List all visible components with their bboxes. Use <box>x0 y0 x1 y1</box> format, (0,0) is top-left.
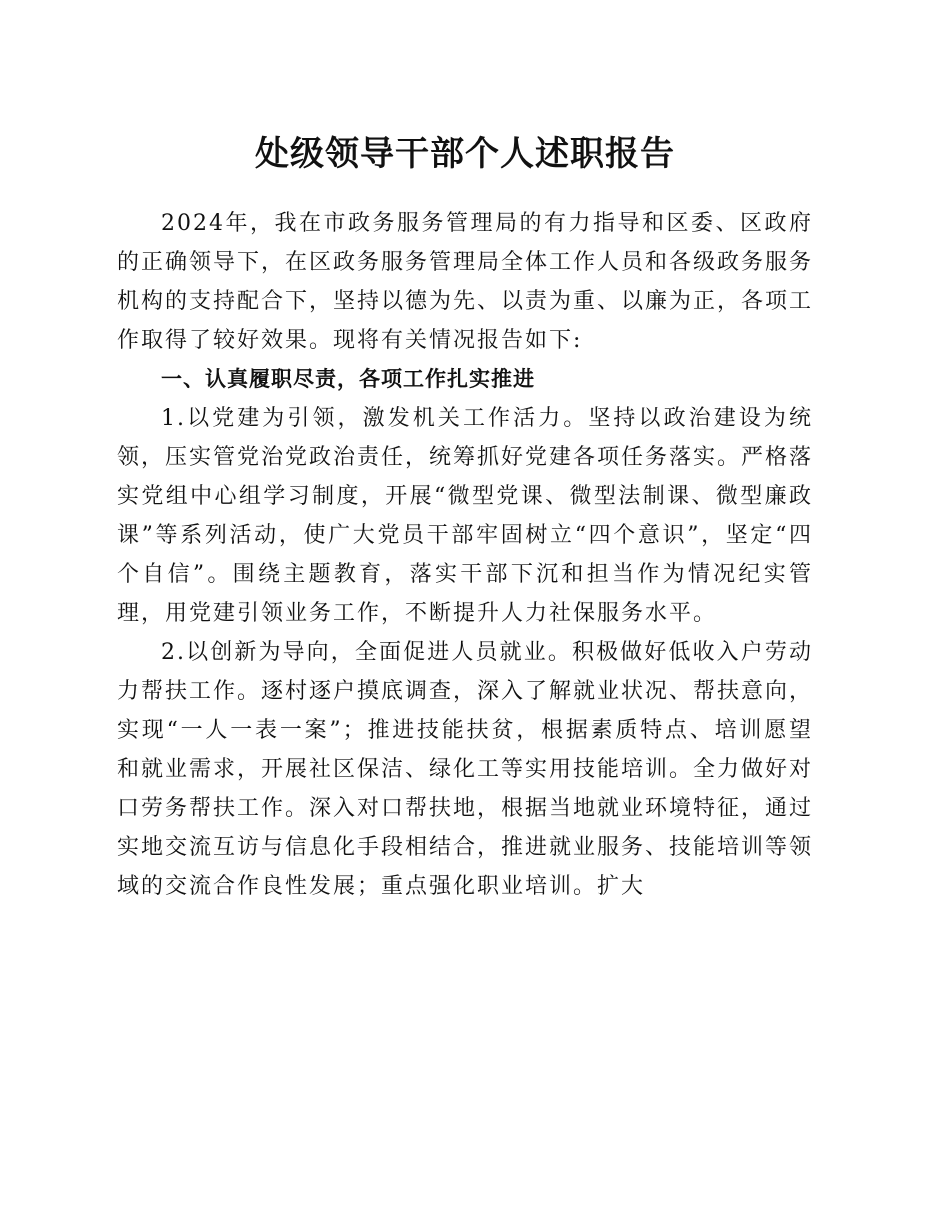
intro-paragraph: 2024年，我在市政务服务管理局的有力指导和区委、区政府的正确领导下，在区政务服务管理局全体工作人员和各级政务服务机构的支持配合下，坚持以德为先、以责为重、以廉为正，各项工作取得了较好效果。现将有关情况报告如下: <box>117 211 814 353</box>
item-paragraph-1: 1.以党建为引领，激发机关工作活力。坚持以政治建设为统领，压实管党治党政治责任，统筹抓好党建各项任务落实。严格落实党组中心组学习制度，开展“微型党课、微型法制课、微型廉政课”等系列活动，使广大党员干部牢固树立“四个意识”，坚定“四个自信”。围绕主题教育，落实干部下沉和担当作为情况纪实管理，用党建引领业务工作，不断提升人力社保服务水平。 <box>117 406 814 626</box>
section-heading: 一、认真履职尽责，各项工作扎实推进 <box>161 367 535 391</box>
document-title: 处级领导干部个人述职报告 <box>255 134 675 174</box>
item-paragraph-2: 2.以创新为导向，全面促进人员就业。积极做好低收入户劳动力帮扶工作。逐村逐户摸底调查，深入了解就业状况、帮扶意向，实现“一人一表一案”；推进技能扶贫，根据素质特点、培训愿望和就业需求，开展社区保洁、绿化工等实用技能培训。全力做好对口劳务帮扶工作。深入对口帮扶地，根据当地就业环境特征，通过实地交流互访与信息化手段相结合，推进就业服务、技能培训等领域的交流合作良性发展；重点强化职业培训。扩大 <box>117 640 814 899</box>
document-page <box>117 126 813 906</box>
